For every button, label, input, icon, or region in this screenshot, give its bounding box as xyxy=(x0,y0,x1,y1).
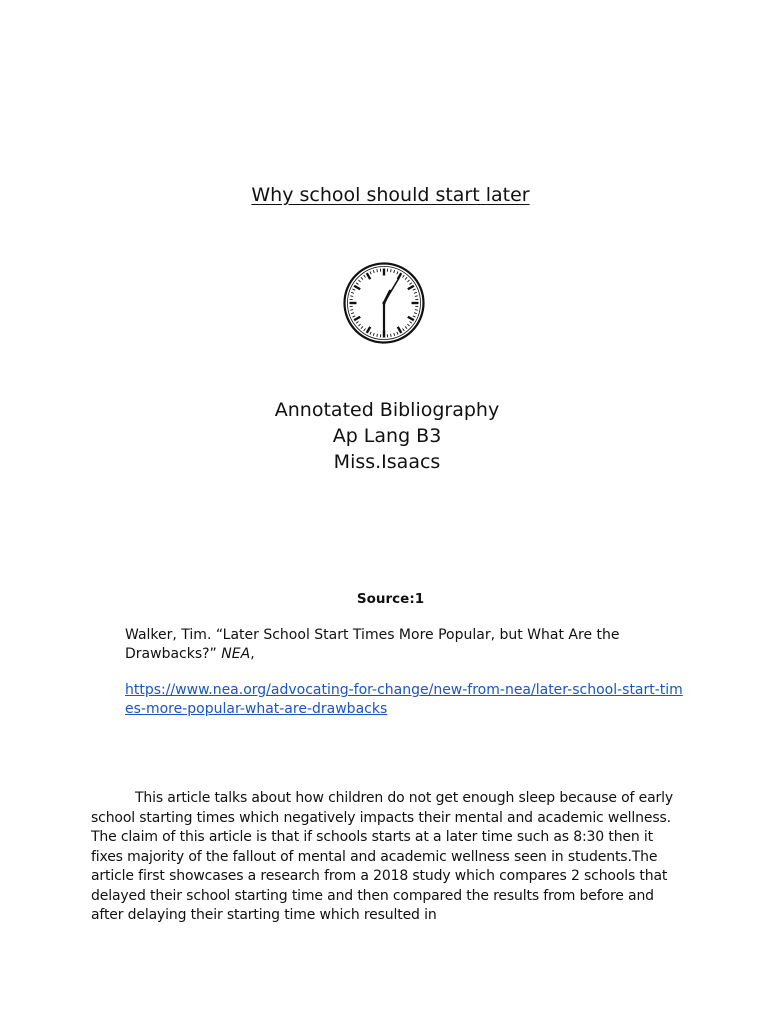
cover-subtitle: Annotated Bibliography xyxy=(274,399,500,421)
clock-tick xyxy=(377,269,378,272)
cover-info xyxy=(0,397,768,475)
clock-tick xyxy=(350,310,353,311)
citation-publication: NEA xyxy=(221,646,251,662)
citation-end: , xyxy=(250,646,255,662)
clock-tick xyxy=(415,310,418,311)
source-url-link[interactable]: https://www.nea.org/advocating-for-change/new-from-nea/later-school-start-times-more-popular-what-are-drawbacks xyxy=(125,682,683,717)
clock-tick xyxy=(391,269,392,272)
wall-clock-icon xyxy=(343,261,425,345)
cover-teacher: Miss.Isaacs xyxy=(333,451,441,473)
annotation-paragraph: This article talks about how children do not get enough sleep because of early school starting times which negatively impacts their mental and academic wellness. The claim of this article is that if schools starts at a later time such as 8:30 then it fixes majority of the fallout of mental and academic wellness seen in students.The article first showcases a research from a 2018 study which compares 2 schools that delayed their school starting time and then compared the results from before and after delaying their starting time which resulted in xyxy=(91,790,674,923)
cover-course: Ap Lang B3 xyxy=(332,425,442,447)
document-title: Why school should start later xyxy=(251,184,530,206)
clock-tick xyxy=(415,296,418,297)
clock-tick xyxy=(391,334,392,337)
clock-tick xyxy=(377,334,378,337)
source-citation xyxy=(125,626,685,664)
source-heading: Source:1 xyxy=(356,591,425,607)
clock-tick xyxy=(350,296,353,297)
citation-main: Walker, Tim. “Later School Start Times More Popular, but What Are the Drawbacks?” xyxy=(125,627,620,662)
